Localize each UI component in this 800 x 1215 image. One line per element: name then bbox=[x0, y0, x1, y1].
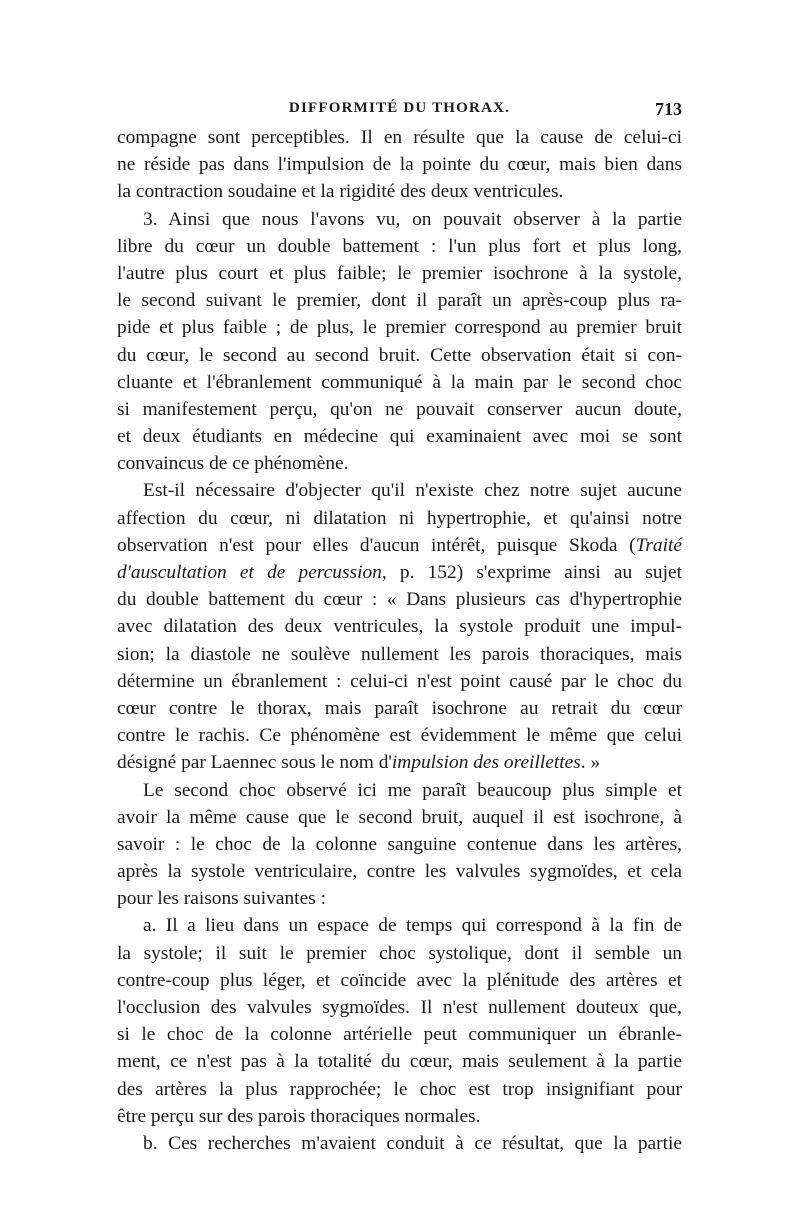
text-line: le second suivant le premier, dont il paraît un après-coup plus ra- bbox=[117, 290, 682, 312]
text-line: après la systole ventriculaire, contre les valvules sygmoïdes, et cela bbox=[117, 861, 682, 883]
text-line: observation n'est pour elles d'aucun intérêt, puisque Skoda (Traité bbox=[117, 534, 682, 556]
text-line: sion; la diastole ne soulève nullement les parois thoraciques, mais bbox=[117, 643, 682, 665]
text-line: b. Ces recherches m'avaient conduit à ce résultat, que la partie bbox=[143, 1132, 682, 1154]
text-line: a. Il a lieu dans un espace de temps qui correspond à la fin de bbox=[143, 915, 682, 937]
text-line: contre-coup plus léger, et coïncide avec la plénitude des artères et bbox=[117, 969, 682, 991]
text-line: si le choc de la colonne artérielle peut communiquer un ébranle- bbox=[117, 1024, 682, 1046]
text-line: être perçu sur des parois thoraciques normales. bbox=[117, 1105, 481, 1127]
text-line: cluante et l'ébranlement communiqué à la main par le second choc bbox=[117, 371, 682, 393]
text-line: libre du cœur un double battement : l'un plus fort et plus long, bbox=[117, 235, 682, 257]
running-title: DIFFORMITÉ DU THORAX. bbox=[288, 100, 511, 116]
text-line: Est-il nécessaire d'objecter qu'il n'existe chez notre sujet aucune bbox=[143, 480, 682, 502]
text-line: convaincus de ce phénomène. bbox=[117, 453, 349, 475]
page-header bbox=[117, 100, 682, 126]
text-line: 3. Ainsi que nous l'avons vu, on pouvait observer à la partie bbox=[143, 208, 682, 230]
text-line: et deux étudiants en médecine qui examinaient avec moi se sont bbox=[117, 426, 682, 448]
text-line: détermine un ébranlement : celui-ci n'est point causé par le choc du bbox=[117, 670, 682, 692]
text-line: du cœur, le second au second bruit. Cette observation était si con- bbox=[117, 344, 682, 366]
text-line: ment, ce n'est pas à la totalité du cœur, mais seulement à la partie bbox=[117, 1051, 682, 1073]
text-line: compagne sont perceptibles. Il en résulte que la cause de celui-ci bbox=[117, 127, 682, 148]
text-line: affection du cœur, ni dilatation ni hypertrophie, et qu'ainsi notre bbox=[117, 507, 682, 529]
text-line: l'autre plus court et plus faible; le premier isochrone à la systole, bbox=[117, 262, 682, 284]
text-line: ne réside pas dans l'impulsion de la pointe du cœur, mais bien dans bbox=[117, 154, 682, 176]
text-line: pour les raisons suivantes : bbox=[117, 888, 326, 910]
text-line: la systole; il suit le premier choc systolique, dont il semble un bbox=[117, 942, 682, 964]
text-line: la contraction soudaine et la rigidité des deux ventricules. bbox=[117, 181, 564, 203]
page-number: 713 bbox=[655, 99, 682, 119]
text-line: avoir la même cause que le second bruit, auquel il est isochrone, à bbox=[117, 806, 682, 828]
text-line: l'occlusion des valvules sygmoïdes. Il n'est nullement douteux que, bbox=[117, 997, 682, 1018]
text-line: savoir : le choc de la colonne sanguine contenue dans les artères, bbox=[117, 833, 682, 855]
text-line: des artères la plus rapprochée; le choc est trop insignifiant pour bbox=[117, 1078, 682, 1100]
text-line: Le second choc observé ici me paraît beaucoup plus simple et bbox=[143, 779, 682, 801]
text-line: pide et plus faible ; de plus, le premier correspond au premier bruit bbox=[117, 317, 682, 339]
text-line: d'auscultation et de percussion, p. 152) s'exprime ainsi au sujet bbox=[117, 562, 682, 583]
text-line: avec dilatation des deux ventricules, la systole produit une impul- bbox=[117, 616, 682, 638]
text-line: contre le rachis. Ce phénomène est évidemment le même que celui bbox=[117, 725, 682, 747]
text-line: si manifestement perçu, qu'on ne pouvait conserver aucun doute, bbox=[117, 398, 682, 420]
text-line: désigné par Laennec sous le nom d'impulsion des oreillettes. » bbox=[117, 752, 601, 774]
text-line: cœur contre le thorax, mais paraît isochrone au retrait du cœur bbox=[117, 697, 682, 719]
body-text bbox=[117, 124, 682, 1157]
text-line: du double battement du cœur : « Dans plusieurs cas d'hypertrophie bbox=[117, 589, 682, 611]
